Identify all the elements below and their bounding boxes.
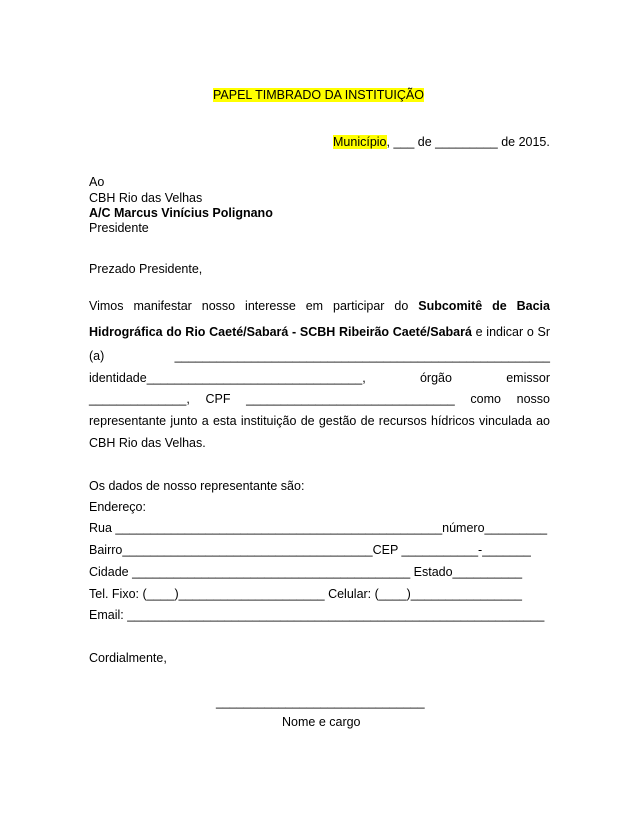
body-line-4: identidade_______________________________, órgão emissor (89, 371, 550, 385)
street-field: Rua _______________________________________________número_________ (89, 521, 548, 535)
date-line: Município, ___ de _________ de 2015. (333, 135, 550, 149)
closing: Cordialmente, (89, 651, 167, 665)
signature-caption: Nome e cargo (282, 715, 361, 729)
body-line-2: Hidrográfica do Rio Caeté/Sabará - SCBH Ribeirão Caeté/Sabará e indicar o Sr (89, 325, 550, 339)
phone-field: Tel. Fixo: (____)_____________________ Celular: (____)________________ (89, 587, 522, 601)
address-label: Endereço: (89, 500, 146, 514)
city-field: Cidade ________________________________________ Estado__________ (89, 565, 523, 579)
email-field: Email: ____________________________________________________________ (89, 608, 545, 622)
salutation: Prezado Presidente, (89, 262, 203, 276)
body-line-6: representante junto a esta instituição de gestão de recursos hídricos vinculada ao (89, 414, 550, 428)
signature-line: ______________________________ (216, 695, 425, 709)
recipient-org: CBH Rio das Velhas (89, 191, 203, 205)
municipio-field: Município (333, 135, 387, 149)
body-line-1: Vimos manifestar nosso interesse em participar do Subcomitê de Bacia (89, 299, 550, 313)
body-line-7: CBH Rio das Velhas. (89, 436, 206, 450)
body-line-3: (a) ______________________________________________________ (89, 349, 550, 363)
recipient-role: Presidente (89, 221, 149, 235)
neighborhood-field: Bairro____________________________________CEP ___________-_______ (89, 543, 531, 557)
body-line-5: ______________, CPF ______________________________ como nosso (89, 392, 550, 406)
recipient-ao: Ao (89, 175, 105, 189)
data-intro: Os dados de nosso representante são: (89, 479, 305, 493)
recipient-attention: A/C Marcus Vinícius Polignano (89, 206, 273, 220)
letterhead-placeholder: PAPEL TIMBRADO DA INSTITUIÇÃO (213, 88, 424, 102)
